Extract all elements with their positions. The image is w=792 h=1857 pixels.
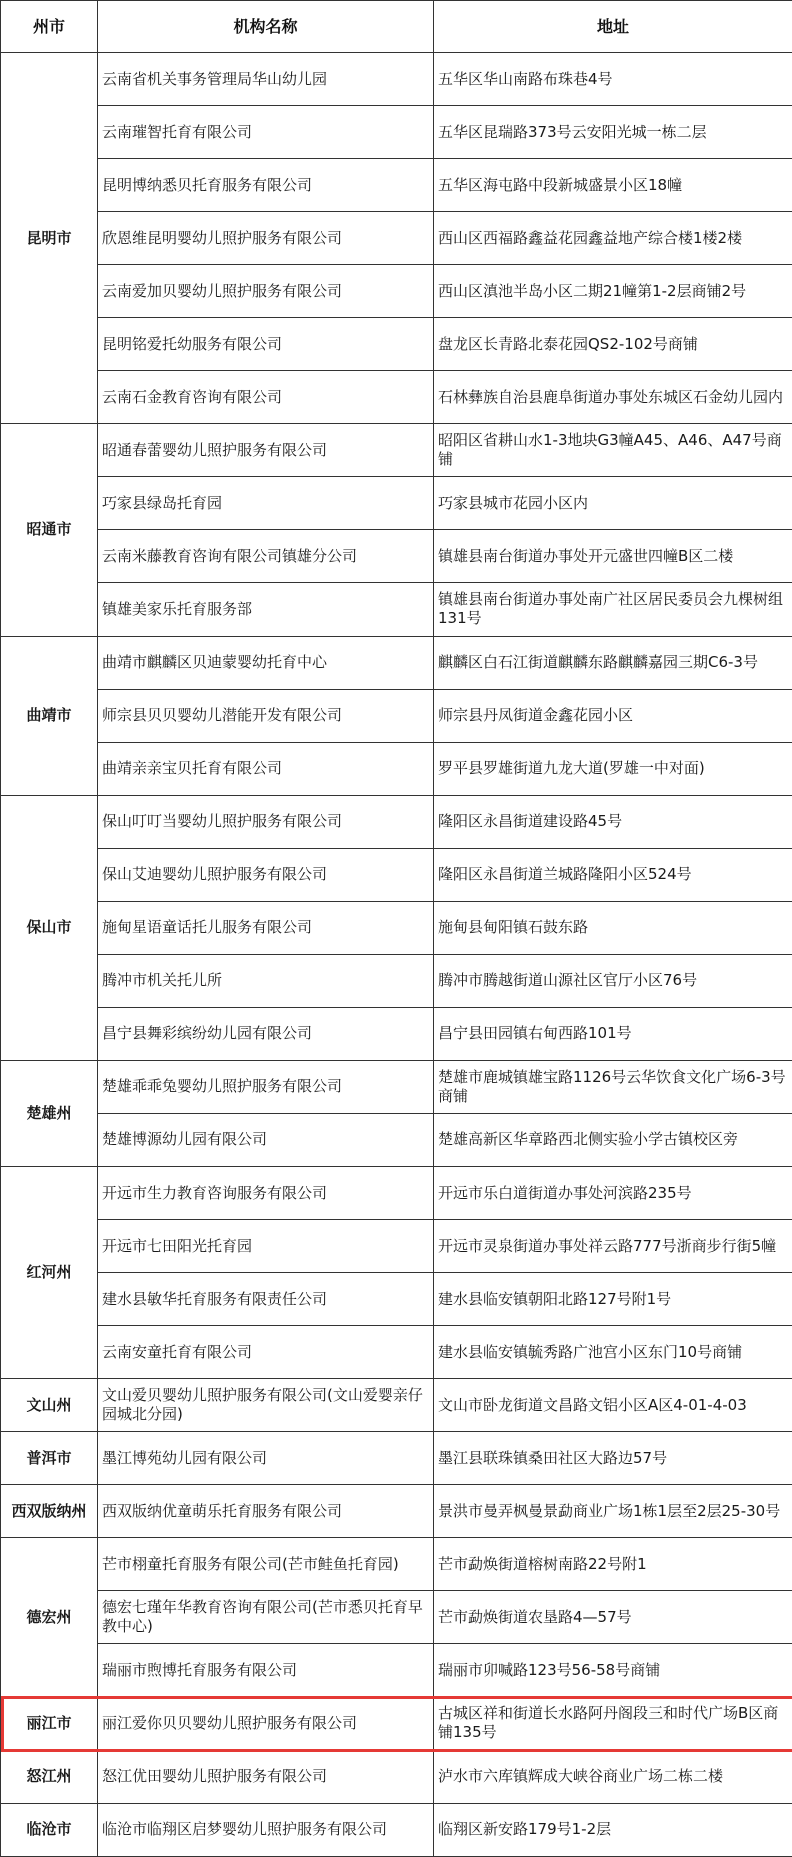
institution-name-cell: 建水县敏华托育服务有限责任公司 xyxy=(98,1273,434,1326)
address-cell: 开远市灵泉街道办事处祥云路777号浙商步行街5幢 xyxy=(434,1220,792,1273)
institution-name-cell: 镇雄美家乐托育服务部 xyxy=(98,583,434,636)
table-row xyxy=(1,212,792,265)
institution-name-cell: 昌宁县舞彩缤纷幼儿园有限公司 xyxy=(98,1007,434,1060)
address-cell: 隆阳区永昌街道建设路45号 xyxy=(434,795,792,848)
table-row xyxy=(1,159,792,212)
address-cell: 罗平县罗雄街道九龙大道(罗雄一中对面) xyxy=(434,742,792,795)
table-row xyxy=(1,1591,792,1644)
address-cell: 隆阳区永昌街道兰城路隆阳小区524号 xyxy=(434,848,792,901)
table-row xyxy=(1,1803,792,1856)
address-cell: 西山区西福路鑫益花园鑫益地产综合楼1楼2楼 xyxy=(434,212,792,265)
institution-name-cell: 德宏七瑾年华教育咨询有限公司(芒市悉贝托育早教中心) xyxy=(98,1591,434,1644)
address-cell: 墨江县联珠镇桑田社区大路边57号 xyxy=(434,1432,792,1485)
city-cell: 楚雄州 xyxy=(1,1060,98,1166)
table-row xyxy=(1,1644,792,1697)
address-cell: 建水县临安镇朝阳北路127号附1号 xyxy=(434,1273,792,1326)
city-cell: 曲靖市 xyxy=(1,636,98,795)
institution-name-cell: 云南璀智托育有限公司 xyxy=(98,106,434,159)
header-address: 地址 xyxy=(434,1,792,53)
address-cell: 建水县临安镇毓秀路广池宫小区东门10号商铺 xyxy=(434,1326,792,1379)
institution-name-cell: 西双版纳优童萌乐托育服务有限公司 xyxy=(98,1485,434,1538)
address-cell: 五华区海屯路中段新城盛景小区18幢 xyxy=(434,159,792,212)
table-row xyxy=(1,954,792,1007)
institution-name-cell: 欣恩维昆明婴幼儿照护服务有限公司 xyxy=(98,212,434,265)
table-row xyxy=(1,742,792,795)
city-cell: 昆明市 xyxy=(1,53,98,424)
address-cell: 楚雄高新区华章路西北侧实验小学古镇校区旁 xyxy=(434,1113,792,1166)
address-cell: 盘龙区长青路北泰花园QS2-102号商铺 xyxy=(434,318,792,371)
table-row xyxy=(1,1166,792,1219)
table-row xyxy=(1,583,792,636)
address-cell: 楚雄市鹿城镇雄宝路1126号云华饮食文化广场6-3号商铺 xyxy=(434,1060,792,1113)
address-cell: 腾冲市腾越街道山源社区官厅小区76号 xyxy=(434,954,792,1007)
institution-name-cell: 文山爱贝婴幼儿照护服务有限公司(文山爱婴亲仔园城北分园) xyxy=(98,1379,434,1432)
city-cell: 保山市 xyxy=(1,795,98,1060)
table-row xyxy=(1,1538,792,1591)
address-cell: 昌宁县田园镇右甸西路101号 xyxy=(434,1007,792,1060)
table-body xyxy=(1,53,792,1857)
institution-name-cell: 丽江爱你贝贝婴幼儿照护服务有限公司 xyxy=(98,1697,434,1750)
address-cell: 芒市勐焕街道榕树南路22号附1 xyxy=(434,1538,792,1591)
institution-name-cell: 云南省机关事务管理局华山幼儿园 xyxy=(98,53,434,106)
address-cell: 西山区滇池半岛小区二期21幢第1-2层商铺2号 xyxy=(434,265,792,318)
address-cell: 五华区华山南路布珠巷4号 xyxy=(434,53,792,106)
table-row xyxy=(1,371,792,424)
institution-name-cell: 巧家县绿岛托育园 xyxy=(98,477,434,530)
address-cell: 巧家县城市花园小区内 xyxy=(434,477,792,530)
table-row xyxy=(1,53,792,106)
table-row xyxy=(1,318,792,371)
address-cell: 施甸县甸阳镇石鼓东路 xyxy=(434,901,792,954)
institution-name-cell: 曲靖市麒麟区贝迪蒙婴幼托育中心 xyxy=(98,636,434,689)
institution-name-cell: 开远市生力教育咨询服务有限公司 xyxy=(98,1166,434,1219)
table-row xyxy=(1,1750,792,1803)
table-row xyxy=(1,530,792,583)
institution-name-cell: 施甸星语童话托儿服务有限公司 xyxy=(98,901,434,954)
table-row xyxy=(1,1485,792,1538)
header-row xyxy=(1,1,792,53)
table-row xyxy=(1,1007,792,1060)
table-row xyxy=(1,265,792,318)
institution-name-cell: 楚雄博源幼儿园有限公司 xyxy=(98,1113,434,1166)
institution-name-cell: 昆明铭爱托幼服务有限公司 xyxy=(98,318,434,371)
city-cell: 昭通市 xyxy=(1,424,98,636)
institution-name-cell: 云南米藤教育咨询有限公司镇雄分公司 xyxy=(98,530,434,583)
table-row xyxy=(1,901,792,954)
institution-name-cell: 曲靖亲亲宝贝托育有限公司 xyxy=(98,742,434,795)
address-cell: 昭阳区省耕山水1-3地块G3幢A45、A46、A47号商铺 xyxy=(434,424,792,477)
header-city: 州市 xyxy=(1,1,98,53)
institution-name-cell: 楚雄乖乖兔婴幼儿照护服务有限公司 xyxy=(98,1060,434,1113)
city-cell: 丽江市 xyxy=(1,1697,98,1750)
institution-name-cell: 开远市七田阳光托育园 xyxy=(98,1220,434,1273)
address-cell: 石林彝族自治县鹿阜街道办事处东城区石金幼儿园内 xyxy=(434,371,792,424)
institution-name-cell: 墨江博苑幼儿园有限公司 xyxy=(98,1432,434,1485)
institution-name-cell: 昭通春蕾婴幼儿照护服务有限公司 xyxy=(98,424,434,477)
table-row xyxy=(1,1326,792,1379)
table-row xyxy=(1,1273,792,1326)
institution-name-cell: 保山叮叮当婴幼儿照护服务有限公司 xyxy=(98,795,434,848)
table-row xyxy=(1,795,792,848)
address-cell: 开远市乐白道街道办事处河滨路235号 xyxy=(434,1166,792,1219)
address-cell: 镇雄县南台街道办事处开元盛世四幢B区二楼 xyxy=(434,530,792,583)
institution-name-cell: 临沧市临翔区启梦婴幼儿照护服务有限公司 xyxy=(98,1803,434,1856)
institution-name-cell: 云南石金教育咨询有限公司 xyxy=(98,371,434,424)
table-row xyxy=(1,1697,792,1750)
institution-name-cell: 瑞丽市煦博托育服务有限公司 xyxy=(98,1644,434,1697)
address-cell: 景洪市曼弄枫曼景勐商业广场1栋1层至2层25-30号 xyxy=(434,1485,792,1538)
institution-name-cell: 师宗县贝贝婴幼儿潜能开发有限公司 xyxy=(98,689,434,742)
city-cell: 文山州 xyxy=(1,1379,98,1432)
address-cell: 古城区祥和街道长水路阿丹阁段三和时代广场B区商铺135号 xyxy=(434,1697,792,1750)
institution-name-cell: 保山艾迪婴幼儿照护服务有限公司 xyxy=(98,848,434,901)
table-row xyxy=(1,106,792,159)
city-cell: 临沧市 xyxy=(1,1803,98,1856)
table-row xyxy=(1,477,792,530)
header-name: 机构名称 xyxy=(98,1,434,53)
city-cell: 红河州 xyxy=(1,1166,98,1378)
city-cell: 德宏州 xyxy=(1,1538,98,1697)
address-cell: 临翔区新安路179号1-2层 xyxy=(434,1803,792,1856)
table-row xyxy=(1,1113,792,1166)
city-cell: 西双版纳州 xyxy=(1,1485,98,1538)
address-cell: 五华区昆瑞路373号云安阳光城一栋二层 xyxy=(434,106,792,159)
table-row xyxy=(1,636,792,689)
table-row xyxy=(1,1060,792,1113)
address-cell: 镇雄县南台街道办事处南广社区居民委员会九棵树组131号 xyxy=(434,583,792,636)
institution-name-cell: 云南爱加贝婴幼儿照护服务有限公司 xyxy=(98,265,434,318)
table-row xyxy=(1,689,792,742)
table-row xyxy=(1,424,792,477)
city-cell: 普洱市 xyxy=(1,1432,98,1485)
institution-name-cell: 芒市栩童托育服务有限公司(芒市鲑鱼托育园) xyxy=(98,1538,434,1591)
table-row xyxy=(1,1220,792,1273)
address-cell: 文山市卧龙街道文昌路文铝小区A区4-01-4-03 xyxy=(434,1379,792,1432)
address-cell: 芒市勐焕街道农垦路4—57号 xyxy=(434,1591,792,1644)
institution-name-cell: 腾冲市机关托儿所 xyxy=(98,954,434,1007)
institution-name-cell: 昆明博纳悉贝托育服务有限公司 xyxy=(98,159,434,212)
table-row xyxy=(1,1432,792,1485)
city-cell: 怒江州 xyxy=(1,1750,98,1803)
address-cell: 麒麟区白石江街道麒麟东路麒麟嘉园三期C6-3号 xyxy=(434,636,792,689)
table-row xyxy=(1,1379,792,1432)
address-cell: 泸水市六库镇辉成大峡谷商业广场二栋二楼 xyxy=(434,1750,792,1803)
institution-name-cell: 云南安童托育有限公司 xyxy=(98,1326,434,1379)
address-cell: 瑞丽市卯喊路123号56-58号商铺 xyxy=(434,1644,792,1697)
table-row xyxy=(1,848,792,901)
address-cell: 师宗县丹凤街道金鑫花园小区 xyxy=(434,689,792,742)
institution-name-cell: 怒江优田婴幼儿照护服务有限公司 xyxy=(98,1750,434,1803)
